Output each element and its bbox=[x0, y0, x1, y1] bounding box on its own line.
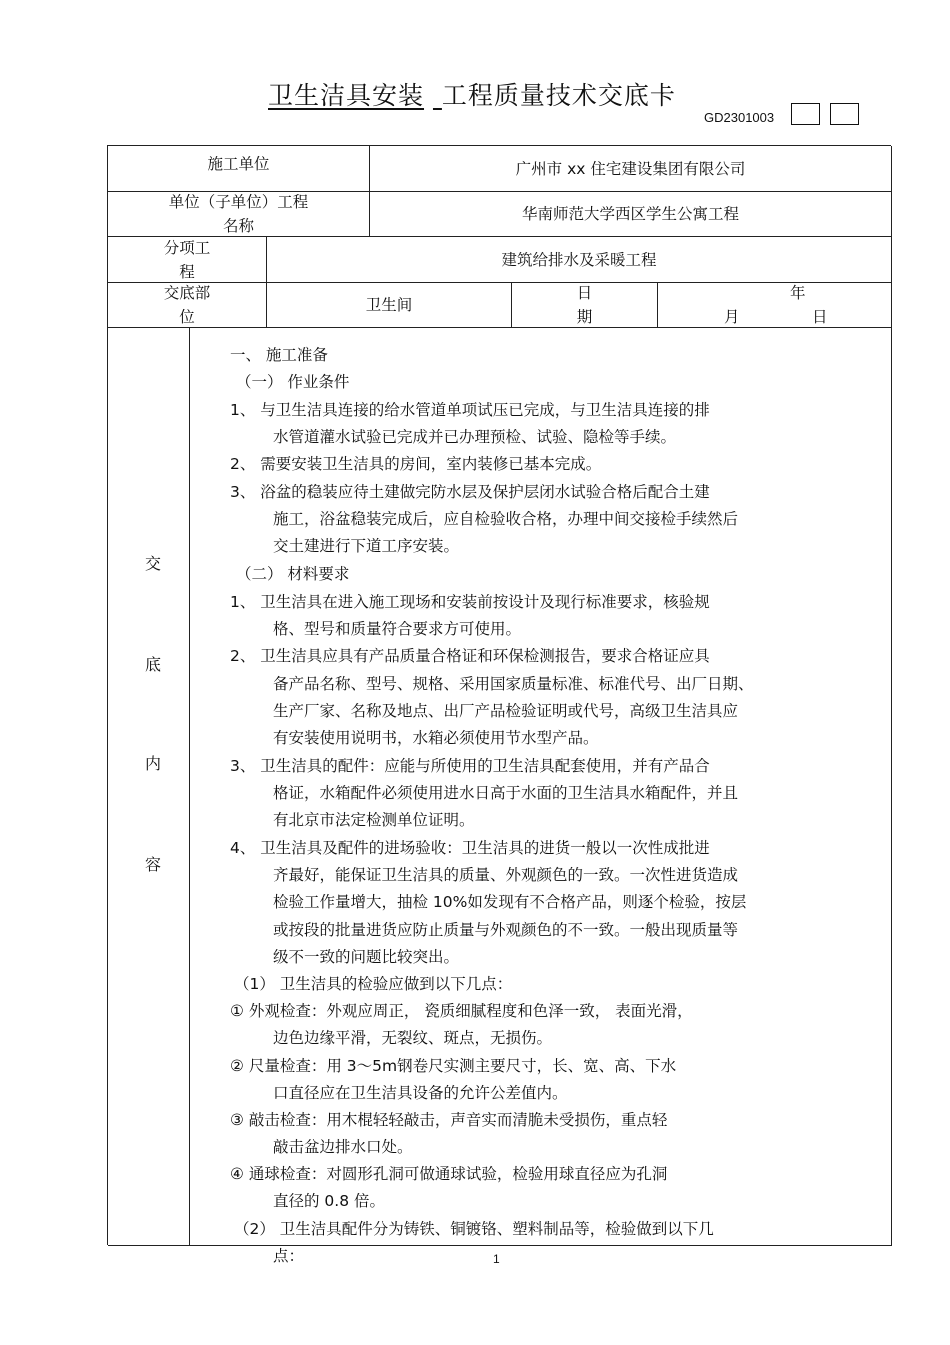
content-line: 格证，水箱配件必须使用进水日高于水面的卫生洁具水箱配件，并且 bbox=[273, 784, 739, 802]
unit-value-cell bbox=[370, 146, 892, 192]
content-line: 格、型号和质量符合要求方可使用。 bbox=[273, 620, 522, 638]
content-label-char-2: 底 bbox=[145, 655, 162, 674]
content-line: 1、 与卫生洁具连接的给水管道单项试压已完成，与卫生洁具连接的排 bbox=[230, 401, 710, 419]
date-month: 月 bbox=[724, 308, 740, 326]
part-label-line1: 交底部 bbox=[163, 284, 211, 302]
content-line: 齐最好，能保证卫生洁具的质量、外观颜色的一致。一次性进货造成 bbox=[273, 866, 739, 884]
date-label-line1: 日 bbox=[576, 284, 593, 302]
content-line: 生产厂家、名称及地点、出厂产品检验证明或代号，高级卫生洁具应 bbox=[273, 702, 739, 720]
project-value: 华南师范大学西区学生公寓工程 bbox=[521, 205, 739, 223]
subitem-label-line1: 分项工 bbox=[163, 238, 211, 257]
content-line: 交土建进行下道工序安装。 bbox=[273, 537, 460, 555]
content-line: 级不一致的问题比较突出。 bbox=[273, 948, 460, 966]
part-value-cell bbox=[267, 283, 512, 328]
unit-label-cell bbox=[108, 146, 370, 192]
content-line: 施工，浴盆稳装完成后，应自检验收合格，办理中间交接检手续然后 bbox=[273, 510, 739, 528]
content-label-char-4: 容 bbox=[145, 855, 162, 874]
page-number: 1 bbox=[493, 1252, 500, 1266]
content-line: （2） 卫生洁具配件分为铸铁、铜镀铬、塑料制品等，检验做到以下几 bbox=[234, 1220, 714, 1238]
content-line: 有北京市法定检测单位证明。 bbox=[273, 811, 475, 829]
content-label-char-1: 交 bbox=[145, 554, 162, 573]
content-line: 点： bbox=[273, 1247, 305, 1265]
date-value-cell bbox=[658, 283, 892, 328]
date-year: 年 bbox=[790, 284, 806, 302]
subitem-value-cell bbox=[267, 237, 892, 283]
content-line: ① 外观检查：外观应周正， 瓷质细腻程度和色泽一致， 表面光滑， bbox=[230, 1002, 693, 1020]
project-label-line1: 单位（子单位）工程 bbox=[168, 193, 309, 211]
content-line: ③ 敲击检查：用木棍轻轻敲击，声音实而清脆未受损伤，重点轻 bbox=[230, 1111, 668, 1129]
project-value-cell bbox=[370, 192, 892, 237]
document-code: GD2301003 bbox=[704, 110, 775, 125]
content-line: ② 尺量检查：用 3～5m钢卷尺实测主要尺寸，长、宽、高、下水 bbox=[230, 1057, 677, 1075]
date-label-line2: 期 bbox=[576, 308, 593, 326]
project-label-line2: 名称 bbox=[222, 217, 254, 235]
subitem-label-line2: 程 bbox=[179, 262, 195, 281]
content-label-cell bbox=[108, 328, 190, 1246]
content-line: 一、 施工准备 bbox=[230, 346, 328, 364]
content-line: 2、 卫生洁具应具有产品质量合格证和环保检测报告，要求合格证应具 bbox=[230, 647, 710, 665]
subitem-value: 建筑给排水及采暖工程 bbox=[501, 250, 657, 269]
content-line: 3、 浴盆的稳装应待土建做完防水层及保护层闭水试验合格后配合土建 bbox=[230, 483, 710, 501]
checkbox-2[interactable] bbox=[830, 103, 859, 125]
date-label-cell bbox=[512, 283, 658, 328]
unit-value: 广州市 xx 住宅建设集团有限公司 bbox=[515, 159, 746, 178]
checkbox-1[interactable] bbox=[791, 103, 820, 125]
content-line: 有安装使用说明书，水箱必须使用节水型产品。 bbox=[273, 729, 599, 747]
part-value: 卫生间 bbox=[365, 296, 413, 314]
title-suffix: 工程质量技术交底卡 bbox=[441, 81, 676, 110]
content-line: 敲击盆边排水口处。 bbox=[273, 1138, 413, 1156]
info-table bbox=[107, 145, 891, 1245]
part-label-line2: 位 bbox=[179, 308, 195, 326]
content-line: 口直径应在卫生洁具设备的允许公差值内。 bbox=[273, 1084, 568, 1102]
content-line: 直径的 0.8 倍。 bbox=[273, 1192, 386, 1210]
content-line: 2、 需要安装卫生洁具的房间，室内装修已基本完成。 bbox=[230, 455, 602, 473]
date-day: 日 bbox=[812, 308, 828, 326]
part-label-cell bbox=[108, 283, 267, 328]
content-label-char-3: 内 bbox=[145, 754, 162, 773]
content-line: 水管道灌水试验已完成并已办理预检、试验、隐检等手续。 bbox=[273, 428, 677, 446]
title-item-name: 卫生洁具安装 bbox=[268, 81, 425, 110]
content-line: 或按段的批量进货应防止质量与外观颜色的不一致。一般出现质量等 bbox=[273, 921, 739, 939]
content-line: 边色边缘平滑，无裂纹、斑点，无损伤。 bbox=[273, 1029, 553, 1047]
content-line: 3、 卫生洁具的配件：应能与所使用的卫生洁具配套使用，并有产品合 bbox=[230, 757, 710, 775]
content-line: 1、 卫生洁具在进入施工现场和安装前按设计及现行标准要求，核验规 bbox=[230, 593, 710, 611]
content-line: （1） 卫生洁具的检验应做到以下几点： bbox=[234, 975, 513, 993]
subitem-label-cell bbox=[108, 237, 267, 283]
unit-label: 施工单位 bbox=[207, 155, 270, 173]
content-line: 检验工作量增大，抽检 10%如发现有不合格产品，则逐个检验，按层 bbox=[273, 893, 747, 911]
content-line: （二） 材料要求 bbox=[236, 565, 350, 583]
content-line: ④ 通球检查：对圆形孔洞可做通球试验，检验用球直径应为孔洞 bbox=[230, 1165, 668, 1183]
project-label-cell bbox=[108, 192, 370, 237]
document-title bbox=[268, 76, 676, 112]
content-line: （一） 作业条件 bbox=[236, 373, 350, 391]
content-line: 备产品名称、型号、规格、采用国家质量标准、标准代号、出厂日期、 bbox=[273, 675, 754, 693]
content-line: 4、 卫生洁具及配件的进场验收：卫生洁具的进货一般以一次性成批进 bbox=[230, 839, 710, 857]
